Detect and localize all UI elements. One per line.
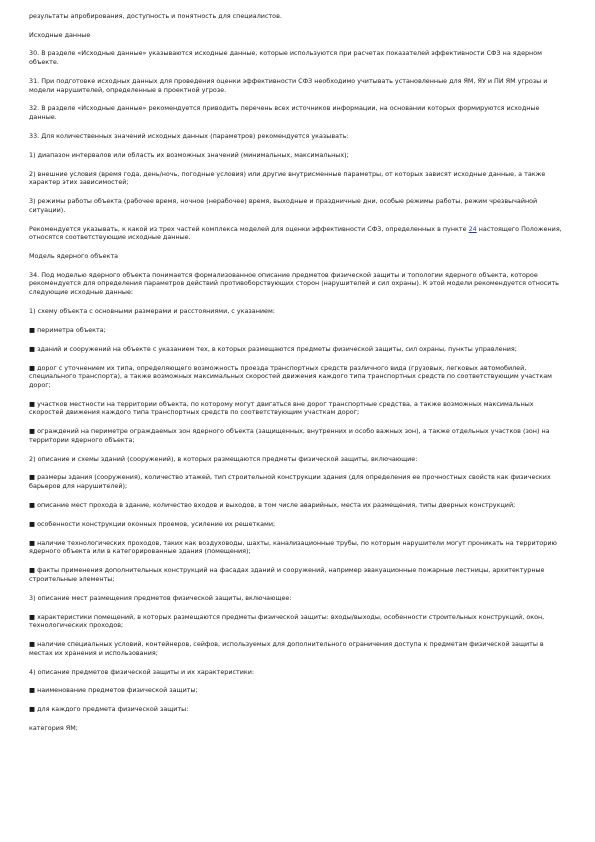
paragraph: 33. Для количественных значений исходных данных (параметров) рекомендуется указывать: [29,131,349,140]
paragraph: 2) внешние условия (время года, день/ночь, погодные условия) или другие внутрисменные параметры, от которых зависят исходные данные, а также характер этих зависимостей; [29,169,546,187]
paragraph: 3) режимы работы объекта (рабочее время, ночное (нерабочее) время, выходные и праздничные дни, особые режимы работы, режим чрезвычайной ситуации). [29,197,538,214]
paragraph: ■ наличие специальных условий, контейнеров, сейфов, используемых для дополнительного ограничения доступа к предметам физической защиты в местах их хранения и использования; [29,640,544,657]
paragraph: 3) описание мест размещения предметов физической защиты, включающее: [29,593,292,602]
paragraph: ■ наличие технологических проходов, таких как воздуховоды, шахты, канализационные трубы, по которым нарушители могут проникать на территорию ядерного объекта или в категорированные здания (помещения); [29,538,557,556]
paragraph: ■ для каждого предмета физической защиты: [29,705,189,714]
paragraph: ■ факты применения дополнительных конструкций на фасадах зданий и сооружений, например эвакуационные пожарные лестницы, архитектурные строительные элементы; [29,566,545,583]
paragraph: категория ЯМ; [29,724,78,733]
paragraph: 1) диапазон интервалов или область их возможных значений (минимальных, максимальных); [29,150,349,159]
paragraph: 34. Под моделью ядерного объекта понимается формализованное описание предметов физической защиты и топологии ядерного объекта, которое рекомендуется для определения параметров действий противоборствующих сторон (нарушителей и сил охраны). К этой модели рекомендуется относить следующие исходные данные: [29,270,559,296]
clause-reference-link[interactable]: 24 [468,224,477,233]
paragraph: ■ периметра объекта; [29,325,106,334]
paragraph: ■ особенности конструкции оконных проемов, усиление их решетками; [29,519,276,528]
paragraph: 1) схему объекта с основными размерами и расстояниями, с указанием: [29,306,275,315]
paragraph: ■ размеры здания (сооружения), количество этажей, тип строительной конструкции здания (для определения ее прочностных свойств как физических барьеров для нарушителей); [29,473,551,491]
paragraph: 32. В разделе «Исходные данные» рекомендуется приводить перечень всех источников информации, на основании которых формируются исходные данные. [29,104,540,122]
paragraph: 31. При подготовке исходных данных для проведения оценки эффективности СФЗ необходимо учитывать установленные для ЯМ, ЯУ и ПИ ЯМ угрозы и модели нарушителей, определенные в проектной угрозе. [29,76,548,94]
section-heading: Исходные данные [29,30,91,39]
paragraph: 30. В разделе «Исходные данные» указываются исходные данные, которые используются при расчетах показателей эффективности СФЗ на ядерном объекте. [29,49,542,67]
paragraph-with-reference [29,225,567,242]
paragraph: результаты апробирования, доступность и понятность для специалистов. [29,12,282,20]
paragraph: ■ характеристики помещений, в которых размещаются предметы физической защиты: входы/выходы, особенности строительных конструкций, окон, технологических проходов; [29,612,545,630]
paragraph: 2) описание и схемы зданий (сооружений), в которых размещаются предметы физической защиты, включающие: [29,454,418,463]
paragraph-text: Рекомендуется указывать, к какой из трех частей комплекса моделей для оценки эффективности СФЗ, определенных в пункте [29,224,469,233]
paragraph: ■ ограждений на периметре ограждаемых зон ядерного объекта (защищенных, внутренних и особо важных зон), а также отдельных участков (зон) на территории ядерного объекта; [29,427,550,444]
section-heading: Модель ядерного объекта [29,252,119,261]
paragraph-text: настоящего Положения, относятся соответствующие исходные данные. [29,224,562,242]
paragraph: ■ дорог с уточнением их типа, определяющего возможность проезда транспортных средств различного вида (грузовых, легковых автомобилей, специального транспорта), а также возможных максимальных скоростей движения каждого типа транспортных средств по соответствующим участкам дорог; [29,363,553,389]
paragraph: ■ наименование предметов физической защиты; [29,686,198,695]
paragraph: 4) описание предметов физической защиты и их характеристики: [29,667,255,676]
paragraph: ■ зданий и сооружений на объекте с указанием тех, в которых размещаются предметы физической защиты, сил охраны, пункты управления; [29,344,517,353]
paragraph: ■ описание мест прохода в здание, количество входов и выходов, в том числе аварийных, места их размещения, типы дверных конструкций; [29,500,516,509]
paragraph: ■ участков местности на территории объекта, по которому могут двигаться вне дорог транспортные средства, а также возможных максимальных скоростей движения каждого типа транспортных средств по соответствующим участкам дорог; [29,399,534,417]
